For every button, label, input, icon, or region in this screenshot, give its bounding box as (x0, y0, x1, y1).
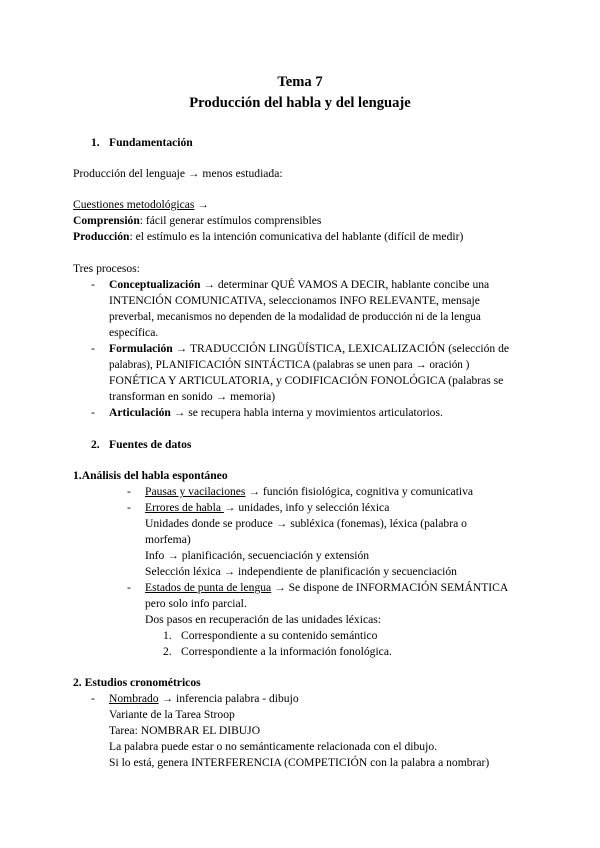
lexical-selection-line: Selección léxica → independiente de planificación y secuenciación (145, 565, 457, 578)
bullet-dash: - (127, 501, 131, 514)
formulation-label: Formulación (109, 342, 173, 355)
speech-errors-line (145, 500, 389, 516)
production-label: Producción (73, 230, 130, 243)
formulation-line-4: transforman en sonido → memoria) (109, 390, 276, 403)
tip-of-tongue-line-2: pero solo info parcial. (145, 597, 247, 610)
two-steps-line: Dos pasos en recuperación de las unidades léxicas: (145, 613, 381, 626)
bullet-dash: - (91, 342, 95, 355)
bullet-dash: - (127, 581, 131, 594)
units-line-2: morfema) (145, 533, 191, 546)
methodological-questions-arrow: → (194, 198, 209, 211)
section-2-heading: Fuentes de datos (109, 438, 192, 451)
formulation-line-2: palabras), PLANIFICACIÓN SINTÁCTICA (palabras se unen para → oración ) (109, 359, 470, 371)
conceptualization-text: → determinar QUÉ VAMOS A DECIR, hablante concibe una (200, 278, 490, 291)
interference-line: Si lo está, genera INTERFERENCIA (COMPETICIÓN con la palabra a nombrar) (109, 756, 490, 769)
comprehension-label: Comprensión (73, 214, 140, 227)
units-line-1: Unidades donde se produce → subléxica (fonemas), léxica (palabra o (145, 517, 467, 530)
conceptualization-label: Conceptualización (109, 278, 201, 291)
paragraph-intro: Producción del lenguaje → menos estudiada: (73, 167, 283, 180)
stroop-variant-line: Variante de la Tarea Stroop (109, 708, 235, 721)
pauses-text: → función fisiológica, cognitiva y comunicativa (245, 485, 474, 498)
step-2-text: Correspondiente a la información fonológica. (181, 645, 392, 658)
info-line: Info → planificación, secuenciación y extensión (145, 549, 370, 562)
step-1-number: 1. (163, 629, 172, 642)
production-line (73, 229, 463, 245)
tip-of-tongue-line (145, 580, 508, 596)
subsection-spontaneous-speech: 1.Análisis del habla espontáneo (73, 469, 228, 482)
pauses-line (145, 484, 473, 500)
formulation-line-3: FONÉTICA Y ARTICULATORIA, y CODIFICACIÓN FONOLÓGICA (palabras se (109, 374, 504, 387)
word-relation-line: La palabra puede estar o no semánticamente relacionada con el dibujo. (109, 740, 438, 753)
conceptualization-line-2: INTENCIÓN COMUNICATIVA, seleccionamos INFO RELEVANTE, mensaje (109, 294, 480, 307)
step-1-text: Correspondiente a su contenido semántico (181, 629, 378, 642)
conceptualization-line-3: preverbal, mecanismos no dependen de la modalidad de producción ni de la lengua (109, 311, 481, 323)
doc-title-topic: Tema 7 (277, 74, 323, 90)
section-1-heading: Fundamentación (109, 136, 193, 149)
naming-text: → inferencia palabra - dibujo (158, 692, 299, 705)
three-processes: Tres procesos: (73, 262, 140, 275)
articulation-line (109, 405, 443, 421)
doc-title: Producción del habla y del lenguaje (189, 95, 411, 111)
section-1-number: 1. (91, 136, 100, 149)
tip-of-tongue-text: → Se dispone de INFORMACIÓN SEMÁNTICA (271, 581, 509, 594)
comprehension-line (73, 213, 321, 229)
bullet-dash: - (91, 278, 95, 291)
naming-label: Nombrado (109, 692, 159, 705)
speech-errors-label: Errores de habla (145, 501, 224, 514)
bullet-dash: - (127, 485, 131, 498)
articulation-label: Articulación (109, 406, 171, 419)
naming-line (109, 691, 299, 707)
methodological-questions-label: Cuestiones metodológicas (73, 198, 195, 211)
subsection-chronometric: 2. Estudios cronométricos (73, 676, 201, 689)
conceptualization-line-1 (109, 277, 489, 293)
section-2-number: 2. (91, 438, 100, 451)
methodological-questions (73, 197, 209, 213)
comprehension-text: : fácil generar estímulos comprensibles (139, 214, 322, 227)
task-line: Tarea: NOMBRAR EL DIBUJO (109, 724, 261, 737)
production-text: : el estímulo es la intención comunicativa del hablante (difícil de medir) (129, 230, 464, 243)
step-2-number: 2. (163, 645, 172, 658)
conceptualization-line-4: específica. (109, 326, 159, 339)
articulation-text: → se recupera habla interna y movimientos articulatorios. (170, 406, 443, 419)
bullet-dash: - (91, 692, 95, 705)
bullet-dash: - (91, 406, 95, 419)
speech-errors-text: → unidades, info y selección léxica (223, 501, 390, 514)
formulation-text: → TRADUCCIÓN LINGÜÍSTICA, LEXICALIZACIÓN (selección de (172, 342, 510, 355)
pauses-label: Pausas y vacilaciones (145, 485, 246, 498)
tip-of-tongue-label: Estados de punta de lengua (145, 581, 272, 594)
formulation-line-1 (109, 341, 509, 357)
